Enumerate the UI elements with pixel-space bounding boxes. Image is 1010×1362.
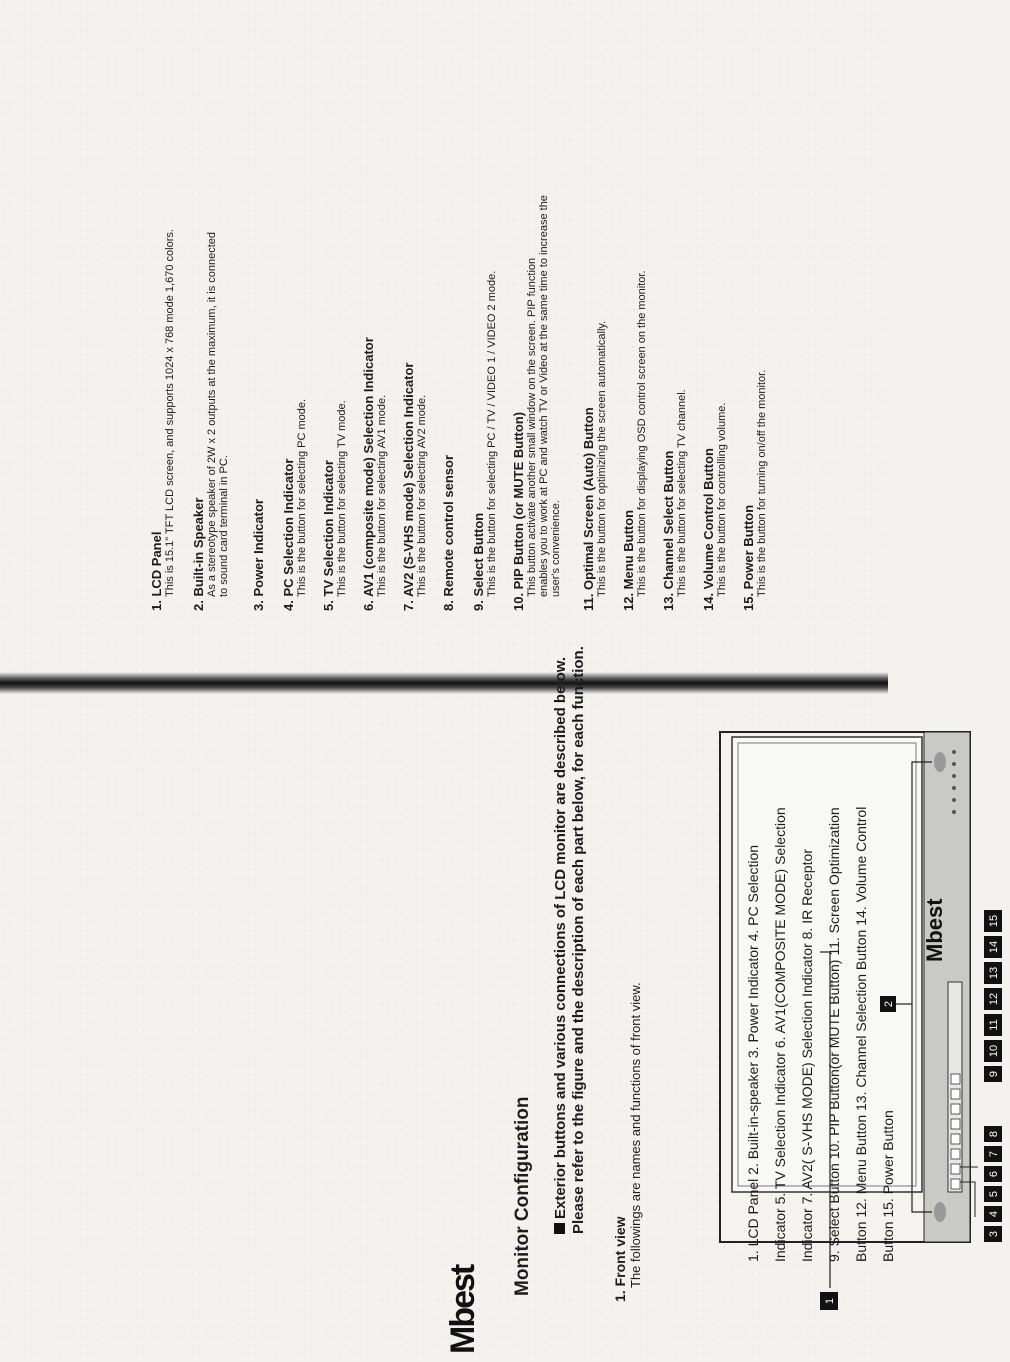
callout-label: 7	[988, 1150, 1000, 1158]
function-item-desc: user's convenience.	[550, 500, 562, 597]
function-item-desc: This is the button for selecting PC mode.	[296, 398, 308, 597]
function-item	[402, 0, 428, 611]
callout-label: 15	[988, 914, 1000, 928]
function-item-desc: This is 15.1" TFT LCD screen, and supports 1024 x 768 mode 1,670 colors.	[164, 229, 176, 597]
svg-text:1: 1	[824, 1297, 836, 1305]
legend-line: Button 15. Power Button	[880, 1110, 896, 1262]
legend-line: Button 12. Menu Button 13. Channel Selection Button 14. Volume Control	[853, 806, 869, 1262]
front-view-text: The followings are names and functions of front view.	[628, 982, 643, 1288]
function-item-title: 14. Volume Control Button	[701, 448, 716, 611]
front-view-heading: 1. Front view	[612, 1216, 628, 1302]
function-item-title: 4. PC Selection Indicator	[281, 458, 296, 611]
monitor-logo: Mbest	[922, 898, 947, 962]
function-item-title: 2. Built-in Speaker	[191, 497, 206, 611]
callout-label: 9	[988, 1070, 1000, 1078]
function-item-title: 1. LCD Panel	[149, 531, 164, 611]
function-item-title: 13. Channel Select Button	[661, 450, 676, 611]
function-item-title: 15. Power Button	[741, 504, 756, 611]
function-item-title: 7. AV2 (S-VHS mode) Selection Indicator	[401, 362, 416, 611]
function-item	[150, 0, 176, 611]
function-item	[192, 0, 230, 611]
callout-label: 14	[988, 940, 1000, 954]
function-item-desc: This is the button for selecting TV channel.	[676, 389, 688, 597]
callout-label: 6	[988, 1170, 1000, 1178]
function-item-desc: As a stereotype speaker of 2W x 2 outputs at the maximum, it is connected	[206, 231, 218, 597]
function-item-desc: This button activate another small window on the screen. PIP function	[526, 257, 538, 597]
callout-label: 10	[988, 1044, 1000, 1058]
function-item-title: 9. Select Button	[471, 512, 486, 611]
svg-text:2: 2	[883, 1000, 895, 1008]
figure-legend	[740, 642, 902, 1262]
callout-label: 8	[988, 1130, 1000, 1138]
callout-label: 3	[988, 1230, 1000, 1238]
button-callouts	[980, 722, 1010, 1242]
function-item-desc: This is the button for optimizing the screen automatically.	[596, 320, 608, 597]
function-item-desc: This is the button for turning on/off the monitor.	[756, 369, 768, 597]
callout-label: 5	[988, 1190, 1000, 1198]
bullet-icon	[554, 1223, 565, 1234]
function-item-title: 12. Menu Button	[621, 509, 636, 611]
legend-line: 9. Select Button 10. PIP Button(or MUTE Button) 11. Screen Optimization	[826, 807, 842, 1262]
function-item-title: 6. AV1 (composite mode) Selection Indicator	[361, 337, 376, 611]
legend-line: Indicator 7. AV2( S-VHS MODE) Selection Indicator 8. IR Receptor	[799, 849, 815, 1262]
callout-label: 4	[988, 1210, 1000, 1218]
page-title: Monitor Configuration	[512, 1096, 533, 1296]
function-item-desc: This is the button for selecting AV2 mode.	[416, 394, 428, 597]
function-item-title: 11. Optimal Screen (Auto) Button	[581, 407, 596, 611]
function-item	[252, 0, 266, 611]
function-item-title: 3. Power Indicator	[251, 499, 266, 611]
callout-label: 13	[988, 966, 1000, 980]
function-item-desc: This is the button for selecting AV1 mode.	[376, 394, 388, 597]
function-item-title: 10. PIP Button (or MUTE Button)	[511, 411, 526, 611]
function-item-desc: This is the button for displaying OSD control screen on the monitor.	[636, 270, 648, 597]
function-item-desc: enables you to work at PC and watch TV or Video at the same time to increase the	[538, 195, 550, 597]
legend-line: Indicator 5. TV Selection Indicator 6. AV1(COMPOSITE MODE) Selection	[772, 807, 788, 1262]
left-page	[440, 0, 1000, 1362]
function-item-title: 5. TV Selection Indicator	[321, 460, 336, 611]
function-item-title: 8. Remote control sensor	[441, 454, 456, 611]
function-item	[362, 0, 388, 611]
brand-logo: Mbest	[444, 1265, 482, 1354]
right-page	[0, 0, 768, 681]
callout-label: 11	[988, 1019, 1000, 1031]
function-item-desc: This is the button for selecting PC / TV / VIDEO 1 / VIDEO 2 mode.	[486, 270, 498, 597]
function-item-desc: This is the button for controlling volume.	[716, 402, 728, 597]
function-item-desc: This is the button for selecting TV mode.	[336, 400, 348, 597]
control-strip	[924, 732, 970, 1242]
callout-label: 12	[988, 992, 1000, 1006]
legend-line: 1. LCD Panel 2. Built-in-speaker 3. Power Indicator 4. PC Selection	[745, 844, 761, 1262]
function-item-desc: to sound card terminal in PC.	[218, 455, 230, 597]
function-item	[322, 0, 348, 611]
intro-paragraph: Exterior buttons and various connections of LCD monitor are described below. Please refer to the figure and the description of each part below, for each function.	[552, 646, 587, 1234]
function-item	[282, 0, 308, 611]
